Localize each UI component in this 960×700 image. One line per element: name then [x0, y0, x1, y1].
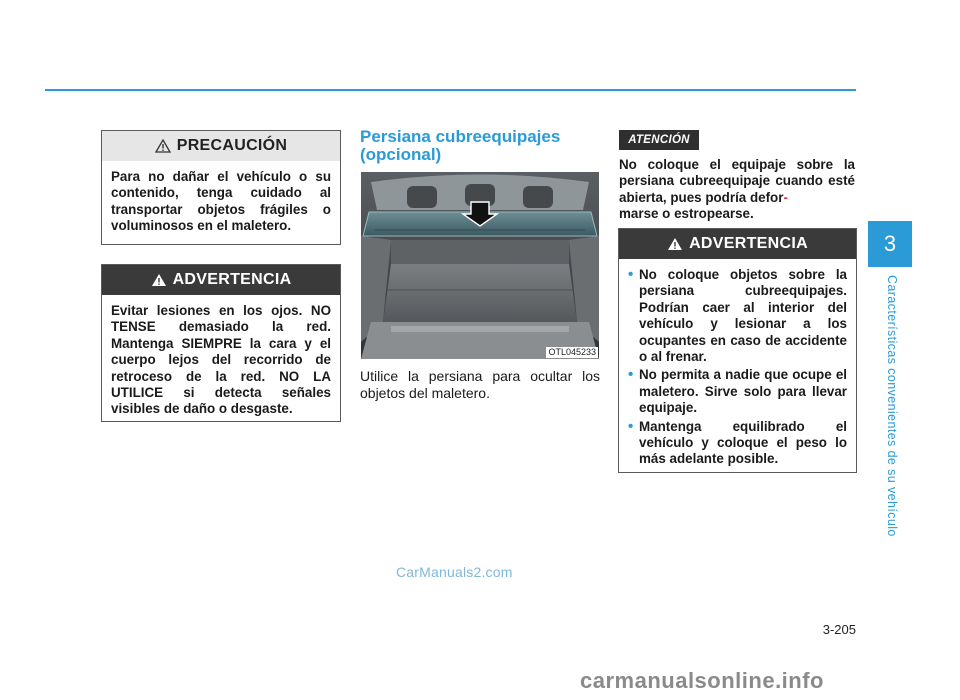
list-item	[628, 267, 847, 365]
section-title: Persiana cubreequipajes (opcional)	[360, 127, 561, 164]
top-rule	[45, 89, 856, 91]
notice-hyphen: -	[783, 189, 788, 205]
notice-text-main: No coloque el equipaje sobre la persiana cubreequipaje cuando esté abierta, pues podría defor	[619, 157, 855, 205]
chapter-label: Características convenientes de su vehículo	[885, 275, 899, 537]
warning-header-right	[619, 229, 856, 259]
caution-title: PRECAUCIÓN	[176, 137, 288, 154]
warning-triangle-icon	[667, 237, 683, 251]
caution-triangle-icon	[155, 139, 171, 153]
warning-triangle-icon	[151, 273, 167, 287]
photo-id-label: OTL045233	[548, 347, 596, 357]
section-body: Utilice la persiana para ocultar los objetos del maletero.	[360, 368, 600, 401]
warning-title-left: ADVERTENCIA	[172, 271, 292, 288]
notice-text-end: marse o estropearse.	[619, 206, 754, 222]
warning-list	[628, 267, 847, 468]
bullet-icon: •	[628, 366, 634, 384]
footer-watermark: carmanualsonline.info	[580, 668, 824, 693]
warning-list-container	[619, 259, 856, 478]
cargo-area-illustration	[361, 172, 599, 359]
notice-badge: ATENCIÓN	[619, 130, 699, 150]
warning-box-left	[101, 264, 341, 422]
list-item-text: No coloque objetos sobre la persiana cubreequipajes. Podrían caer al interior del vehículo y lesionar a los ocupantes en caso de accidente o al frenar.	[639, 267, 847, 365]
caution-box	[101, 130, 341, 245]
list-item	[628, 367, 847, 416]
warning-text-left: Evitar lesiones en los ojos. NO TENSE demasiado la red. Mantenga SIEMPRE la cara y el cuerpo lejos del recorrido de retroceso de la red. NO LA UTILICE si detecta señales visibles de daño o desgaste.	[111, 303, 331, 417]
warning-title-right: ADVERTENCIA	[689, 235, 808, 252]
cargo-cover-photo	[361, 172, 599, 359]
bullet-icon: •	[628, 266, 634, 283]
list-item	[628, 419, 847, 468]
list-item-text: No permita a nadie que ocupe el maletero. Sirve solo para llevar equipaje.	[639, 367, 847, 416]
page-number: 3-205	[822, 622, 856, 637]
list-item-text: Mantenga equilibrado el vehículo y coloque el peso lo más adelante posible.	[639, 418, 847, 467]
caution-text: Para no dañar el vehículo o su contenido, tenga cuidado al transportar objetos frágiles o voluminosos en el maletero.	[111, 169, 331, 234]
bullet-icon: •	[628, 417, 634, 435]
chapter-number-tab: 3	[868, 221, 912, 267]
warning-header-left	[102, 265, 340, 295]
watermark-link[interactable]: CarManuals2.com	[396, 564, 513, 580]
notice-text	[619, 157, 855, 223]
caution-header	[102, 131, 340, 161]
warning-box-right	[618, 228, 857, 473]
